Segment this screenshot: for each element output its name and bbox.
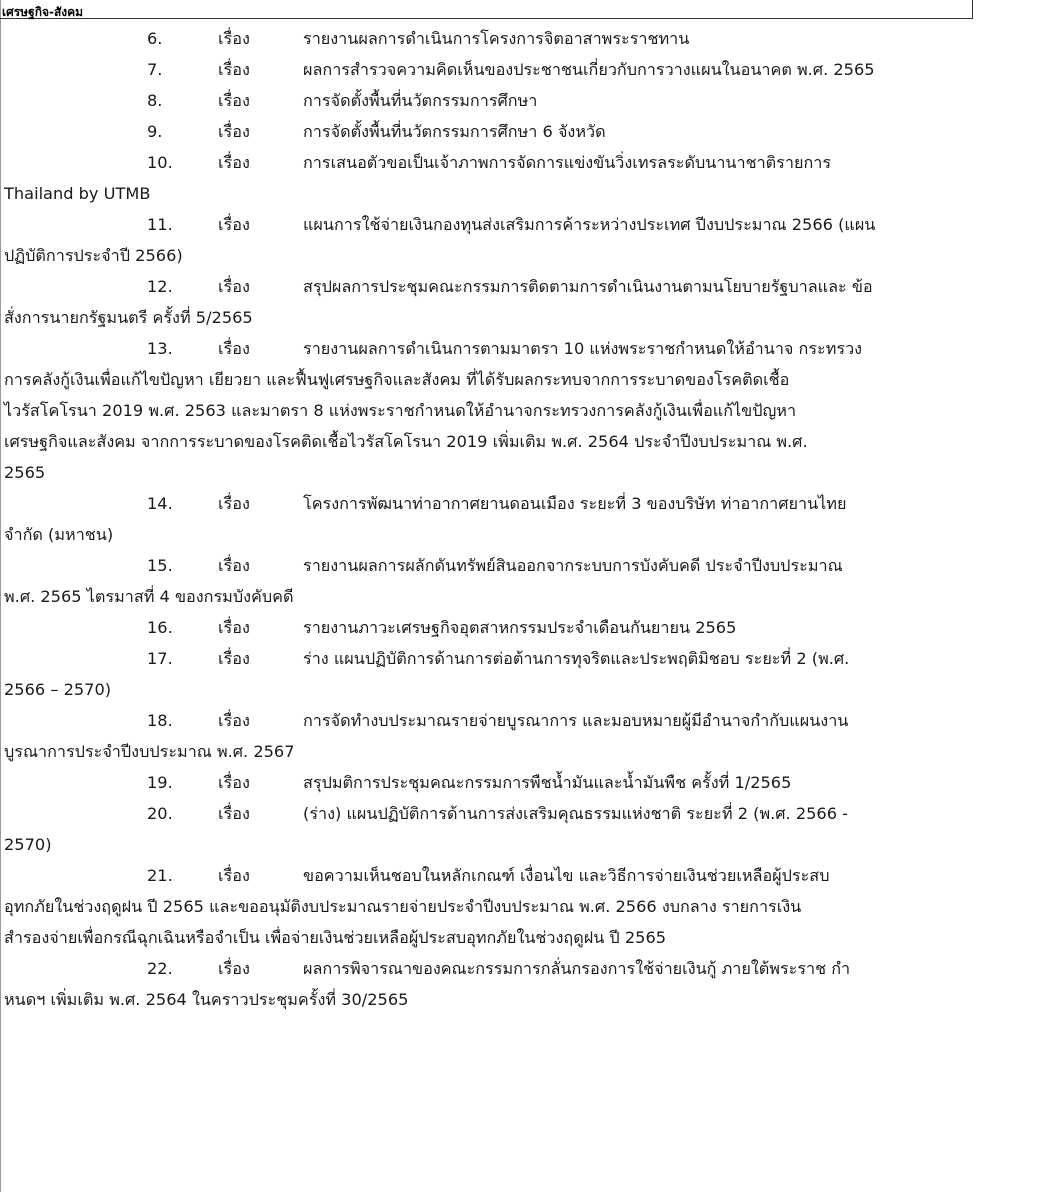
agenda-item-label: เรื่อง (218, 773, 250, 792)
agenda-item (4, 798, 1046, 860)
agenda-item-first-line (4, 54, 1046, 85)
agenda-item-label: เรื่อง (218, 556, 250, 575)
agenda-item-label: เรื่อง (218, 804, 250, 823)
agenda-item-continuation: บูรณาการประจำปีงบประมาณ พ.ศ. 2567 (4, 742, 295, 761)
agenda-item-first-line (4, 209, 1046, 240)
agenda-item-number: 22. (147, 959, 173, 978)
agenda-item-label: เรื่อง (218, 60, 250, 79)
agenda-item-title: ร่าง แผนปฏิบัติการด้านการต่อต้านการทุจริตและประพฤติมิชอบ ระยะที่ 2 (พ.ศ. (303, 649, 850, 668)
agenda-item-title: ผลการสำรวจความคิดเห็นของประชาชนเกี่ยวกับการวางแผนในอนาคต พ.ศ. 2565 (303, 60, 875, 79)
agenda-item-continuation: ปฏิบัติการประจำปี 2566) (4, 246, 183, 265)
agenda-item-title: การจัดทำงบประมาณรายจ่ายบูรณาการ และมอบหมายผู้มีอำนาจกำกับแผนงาน (303, 711, 849, 730)
agenda-item-number: 7. (147, 60, 163, 79)
page-left-border (0, 0, 1, 1192)
agenda-item-label: เรื่อง (218, 122, 250, 141)
agenda-item-first-line (4, 85, 1046, 116)
agenda-item-continuation: พ.ศ. 2565 ไตรมาสที่ 4 ของกรมบังคับคดี (4, 587, 294, 606)
agenda-item (4, 333, 1046, 488)
agenda-item-number: 19. (147, 773, 173, 792)
agenda-item-title: (ร่าง) แผนปฏิบัติการด้านการส่งเสริมคุณธรรมแห่งชาติ ระยะที่ 2 (พ.ศ. 2566 - (303, 804, 849, 823)
agenda-item-continuation: หนดฯ เพิ่มเติม พ.ศ. 2564 ในคราวประชุมครั้งที่ 30/2565 (4, 990, 409, 1009)
agenda-list (4, 23, 1046, 1015)
agenda-item-continuation: การคลังกู้เงินเพื่อแก้ไขปัญหา เยียวยา และฟื้นฟูเศรษฐกิจและสังคม ที่ได้รับผลกระทบจากการระบาดของโรคติดเชื้อ (4, 370, 790, 389)
agenda-item-continuation: เศรษฐกิจและสังคม จากการระบาดของโรคติดเชื้อไวรัสโคโรนา 2019 เพิ่มเติม พ.ศ. 2564 ประจำปีงบประมาณ พ.ศ. (4, 432, 808, 451)
agenda-item-first-line (4, 116, 1046, 147)
agenda-item (4, 54, 1046, 85)
agenda-item-label: เรื่อง (218, 649, 250, 668)
agenda-item-first-line (4, 643, 1046, 674)
agenda-item (4, 767, 1046, 798)
agenda-item-title: การจัดตั้งพื้นที่นวัตกรรมการศึกษา 6 จังหวัด (303, 122, 606, 141)
agenda-item-number: 10. (147, 153, 173, 172)
agenda-item (4, 705, 1046, 767)
agenda-item-label: เรื่อง (218, 339, 250, 358)
agenda-item-first-line (4, 767, 1046, 798)
agenda-item-number: 14. (147, 494, 173, 513)
agenda-item-label: เรื่อง (218, 29, 250, 48)
agenda-item-number: 15. (147, 556, 173, 575)
agenda-item-title: ขอความเห็นชอบในหลักเกณฑ์ เงื่อนไข และวิธีการจ่ายเงินช่วยเหลือผู้ประสบ (303, 866, 830, 885)
agenda-item-number: 16. (147, 618, 173, 637)
agenda-item-title: การจัดตั้งพื้นที่นวัตกรรมการศึกษา (303, 91, 538, 110)
agenda-item-first-line (4, 860, 1046, 891)
agenda-item-number: 21. (147, 866, 173, 885)
agenda-item-continuation: 2566 – 2570) (4, 680, 112, 699)
agenda-item-first-line (4, 23, 1046, 54)
agenda-item-continuation: สำรองจ่ายเพื่อกรณีฉุกเฉินหรือจำเป็น เพื่อจ่ายเงินช่วยเหลือผู้ประสบอุทกภัยในช่วงฤดูฝน ปี 2565 (4, 928, 667, 947)
agenda-item-continuation: จำกัด (มหาชน) (4, 525, 114, 544)
agenda-item-first-line (4, 488, 1046, 519)
agenda-item-title: รายงานภาวะเศรษฐกิจอุตสาหกรรมประจำเดือนกันยายน 2565 (303, 618, 737, 637)
agenda-item (4, 85, 1046, 116)
agenda-item (4, 23, 1046, 54)
agenda-item-first-line (4, 953, 1046, 984)
agenda-item-number: 17. (147, 649, 173, 668)
agenda-item-first-line (4, 333, 1046, 364)
agenda-item (4, 116, 1046, 147)
agenda-item-first-line (4, 550, 1046, 581)
section-header-title: เศรษฐกิจ-สังคม (2, 5, 84, 19)
agenda-item-label: เรื่อง (218, 711, 250, 730)
agenda-item-number: 18. (147, 711, 173, 730)
agenda-item-continuation: 2570) (4, 835, 52, 854)
agenda-item-label: เรื่อง (218, 618, 250, 637)
agenda-item-continuation: อุทกภัยในช่วงฤดูฝน ปี 2565 และขออนุมัติงบประมาณรายจ่ายประจำปีงบประมาณ พ.ศ. 2566 งบกลาง รายการเงิน (4, 897, 802, 916)
agenda-item-number: 6. (147, 29, 163, 48)
agenda-item (4, 860, 1046, 953)
agenda-item-label: เรื่อง (218, 494, 250, 513)
agenda-item-first-line (4, 798, 1046, 829)
agenda-item (4, 147, 1046, 209)
agenda-item (4, 550, 1046, 612)
agenda-item-first-line (4, 612, 1046, 643)
agenda-item (4, 643, 1046, 705)
agenda-item (4, 488, 1046, 550)
agenda-item (4, 612, 1046, 643)
agenda-item-title: ผลการพิจารณาของคณะกรรมการกลั่นกรองการใช้จ่ายเงินกู้ ภายใต้พระราช กำ (303, 959, 851, 978)
agenda-item-label: เรื่อง (218, 277, 250, 296)
agenda-item-title: รายงานผลการดำเนินการตามมาตรา 10 แห่งพระราชกำหนดให้อำนาจ กระทรวง (303, 339, 863, 358)
agenda-item-label: เรื่อง (218, 91, 250, 110)
agenda-item-label: เรื่อง (218, 959, 250, 978)
agenda-item-number: 12. (147, 277, 173, 296)
agenda-item-first-line (4, 271, 1046, 302)
agenda-item-label: เรื่อง (218, 153, 250, 172)
agenda-item (4, 271, 1046, 333)
agenda-item-first-line (4, 705, 1046, 736)
section-header-box (0, 0, 973, 19)
agenda-item-number: 8. (147, 91, 163, 110)
agenda-item-first-line (4, 147, 1046, 178)
agenda-item-number: 11. (147, 215, 173, 234)
agenda-item-continuation: สั่งการนายกรัฐมนตรี ครั้งที่ 5/2565 (4, 308, 253, 327)
agenda-item-continuation: Thailand by UTMB (4, 184, 151, 203)
agenda-item-label: เรื่อง (218, 215, 250, 234)
agenda-item (4, 953, 1046, 1015)
agenda-item-label: เรื่อง (218, 866, 250, 885)
agenda-item-number: 9. (147, 122, 163, 141)
agenda-item (4, 209, 1046, 271)
agenda-item-title: แผนการใช้จ่ายเงินกองทุนส่งเสริมการค้าระหว่างประเทศ ปีงบประมาณ 2566 (แผน (303, 215, 876, 234)
agenda-item-title: รายงานผลการดำเนินการโครงการจิตอาสาพระราชทาน (303, 29, 690, 48)
agenda-item-continuation: ไวรัสโคโรนา 2019 พ.ศ. 2563 และมาตรา 8 แห่งพระราชกำหนดให้อำนาจกระทรวงการคลังกู้เงินเพื่อแก้ไขปัญหา (4, 401, 797, 420)
agenda-item-number: 20. (147, 804, 173, 823)
agenda-item-number: 13. (147, 339, 173, 358)
agenda-item-title: รายงานผลการผลักดันทรัพย์สินออกจากระบบการบังคับคดี ประจำปีงบประมาณ (303, 556, 843, 575)
agenda-item-title: โครงการพัฒนาท่าอากาศยานดอนเมือง ระยะที่ 3 ของบริษัท ท่าอากาศยานไทย (303, 494, 847, 513)
agenda-item-continuation: 2565 (4, 463, 46, 482)
agenda-item-title: สรุปผลการประชุมคณะกรรมการติดตามการดำเนินงานตามนโยบายรัฐบาลและ ข้อ (303, 277, 873, 296)
agenda-item-title: การเสนอตัวขอเป็นเจ้าภาพการจัดการแข่งขันวิ่งเทรลระดับนานาชาติรายการ (303, 153, 832, 172)
agenda-item-title: สรุปมติการประชุมคณะกรรมการพืชน้ำมันและน้ำมันพืช ครั้งที่ 1/2565 (303, 773, 792, 792)
